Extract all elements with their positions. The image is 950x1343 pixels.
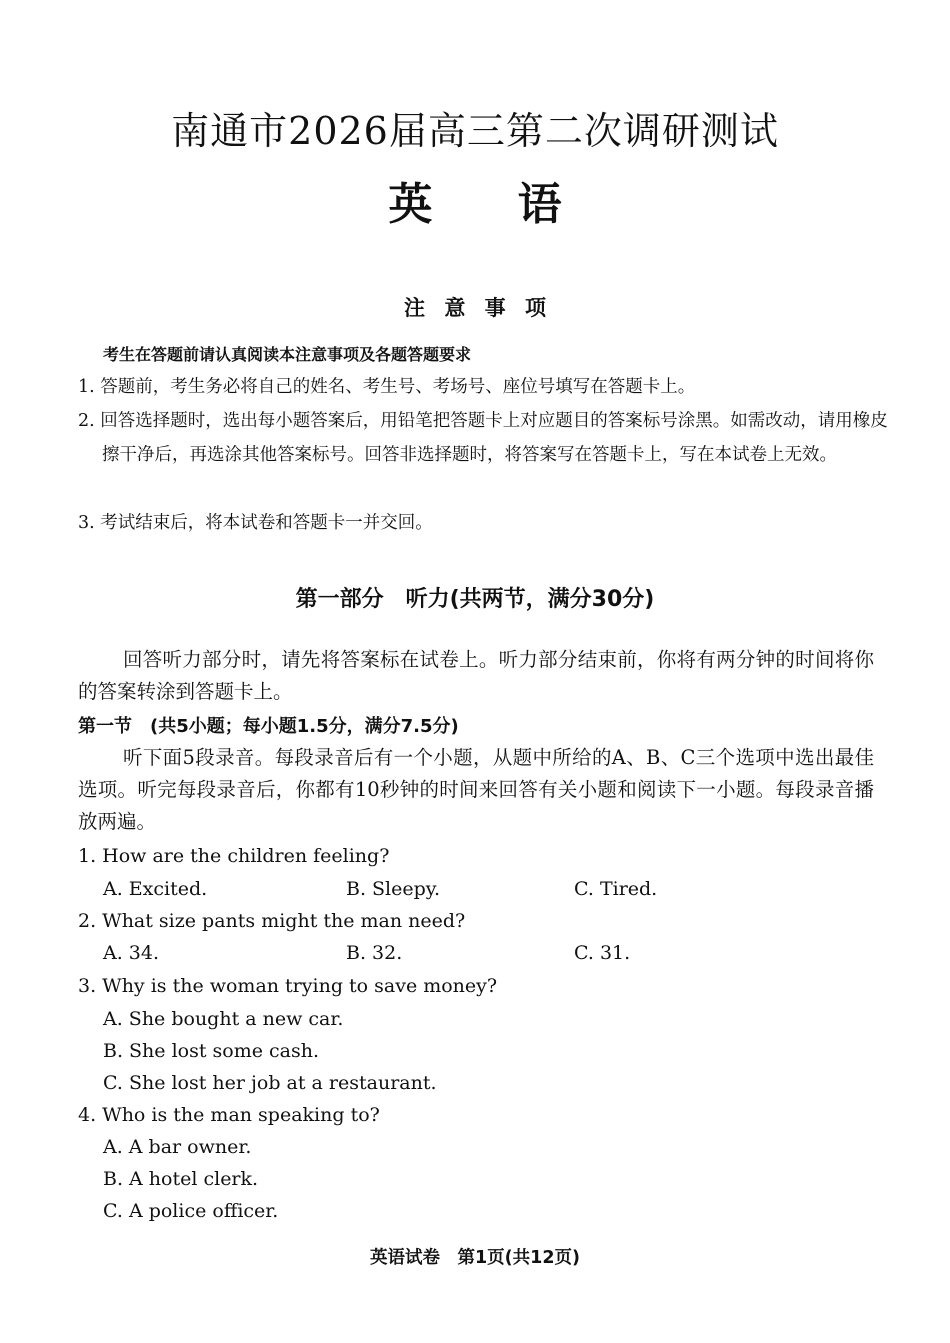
section1-instruction: 听下面5段录音。每段录音后有一个小题，从题中所给的A、B、C三个选项中选出最佳选项。听完每段录音后，你都有10秒钟的时间来回答有关小题和阅读下一小题。每段录音播放两遍。: [78, 746, 874, 833]
part1-heading: 第一部分 听力(共两节，满分30分): [295, 587, 655, 612]
question-3-option-b: B. She lost some cash.: [103, 1040, 320, 1062]
question-2-stem: 2. What size pants might the man need?: [78, 910, 466, 932]
question-4-option-c: C. A police officer.: [103, 1200, 279, 1222]
question-4-option-b: B. A hotel clerk.: [103, 1168, 259, 1190]
notice-intro: 考生在答题前请认真阅读本注意事项及各题答题要求: [103, 345, 472, 364]
question-1-option-a: A. Excited.: [103, 878, 208, 900]
question-1-stem: 1. How are the children feeling?: [78, 845, 390, 867]
page-footer: 英语试卷 第1页(共12页): [369, 1248, 581, 1268]
subject-title: 英 语: [388, 179, 562, 230]
exam-title: 南通市2026届高三第二次调研测试: [171, 109, 779, 153]
notice-item-2: 2. 回答选择题时，选出每小题答案后，用铅笔把答题卡上对应题目的答案标号涂黑。如需改动，请用橡皮擦干净后，再选涂其他答案标号。回答非选择题时，将答案写在答题卡上，写在本试卷上无效。: [78, 411, 888, 465]
question-3-option-a: A. She bought a new car.: [103, 1008, 344, 1030]
question-2-option-b: B. 32.: [346, 942, 403, 964]
question-4-stem: 4. Who is the man speaking to?: [78, 1104, 380, 1126]
question-1-option-c: C. Tired.: [574, 878, 658, 900]
part1-instruction: 回答听力部分时，请先将答案标在试卷上。听力部分结束前，你将有两分钟的时间将你的答案转涂到答题卡上。: [78, 648, 874, 703]
section1-heading: 第一节 (共5小题；每小题1.5分，满分7.5分): [78, 716, 459, 737]
question-3-option-c: C. She lost her job at a restaurant.: [103, 1072, 437, 1094]
question-4-option-a: A. A bar owner.: [103, 1136, 252, 1158]
question-2-option-a: A. 34.: [103, 942, 160, 964]
question-3-stem: 3. Why is the woman trying to save money?: [78, 975, 498, 997]
question-2-option-c: C. 31.: [574, 942, 631, 964]
notice-heading: 注 意 事 项: [404, 296, 546, 320]
question-1-option-b: B. Sleepy.: [346, 878, 441, 900]
notice-item-3: 3. 考试结束后，将本试卷和答题卡一并交回。: [78, 513, 433, 533]
notice-item-1: 1. 答题前，考生务必将自己的姓名、考生号、考场号、座位号填写在答题卡上。: [78, 377, 696, 397]
